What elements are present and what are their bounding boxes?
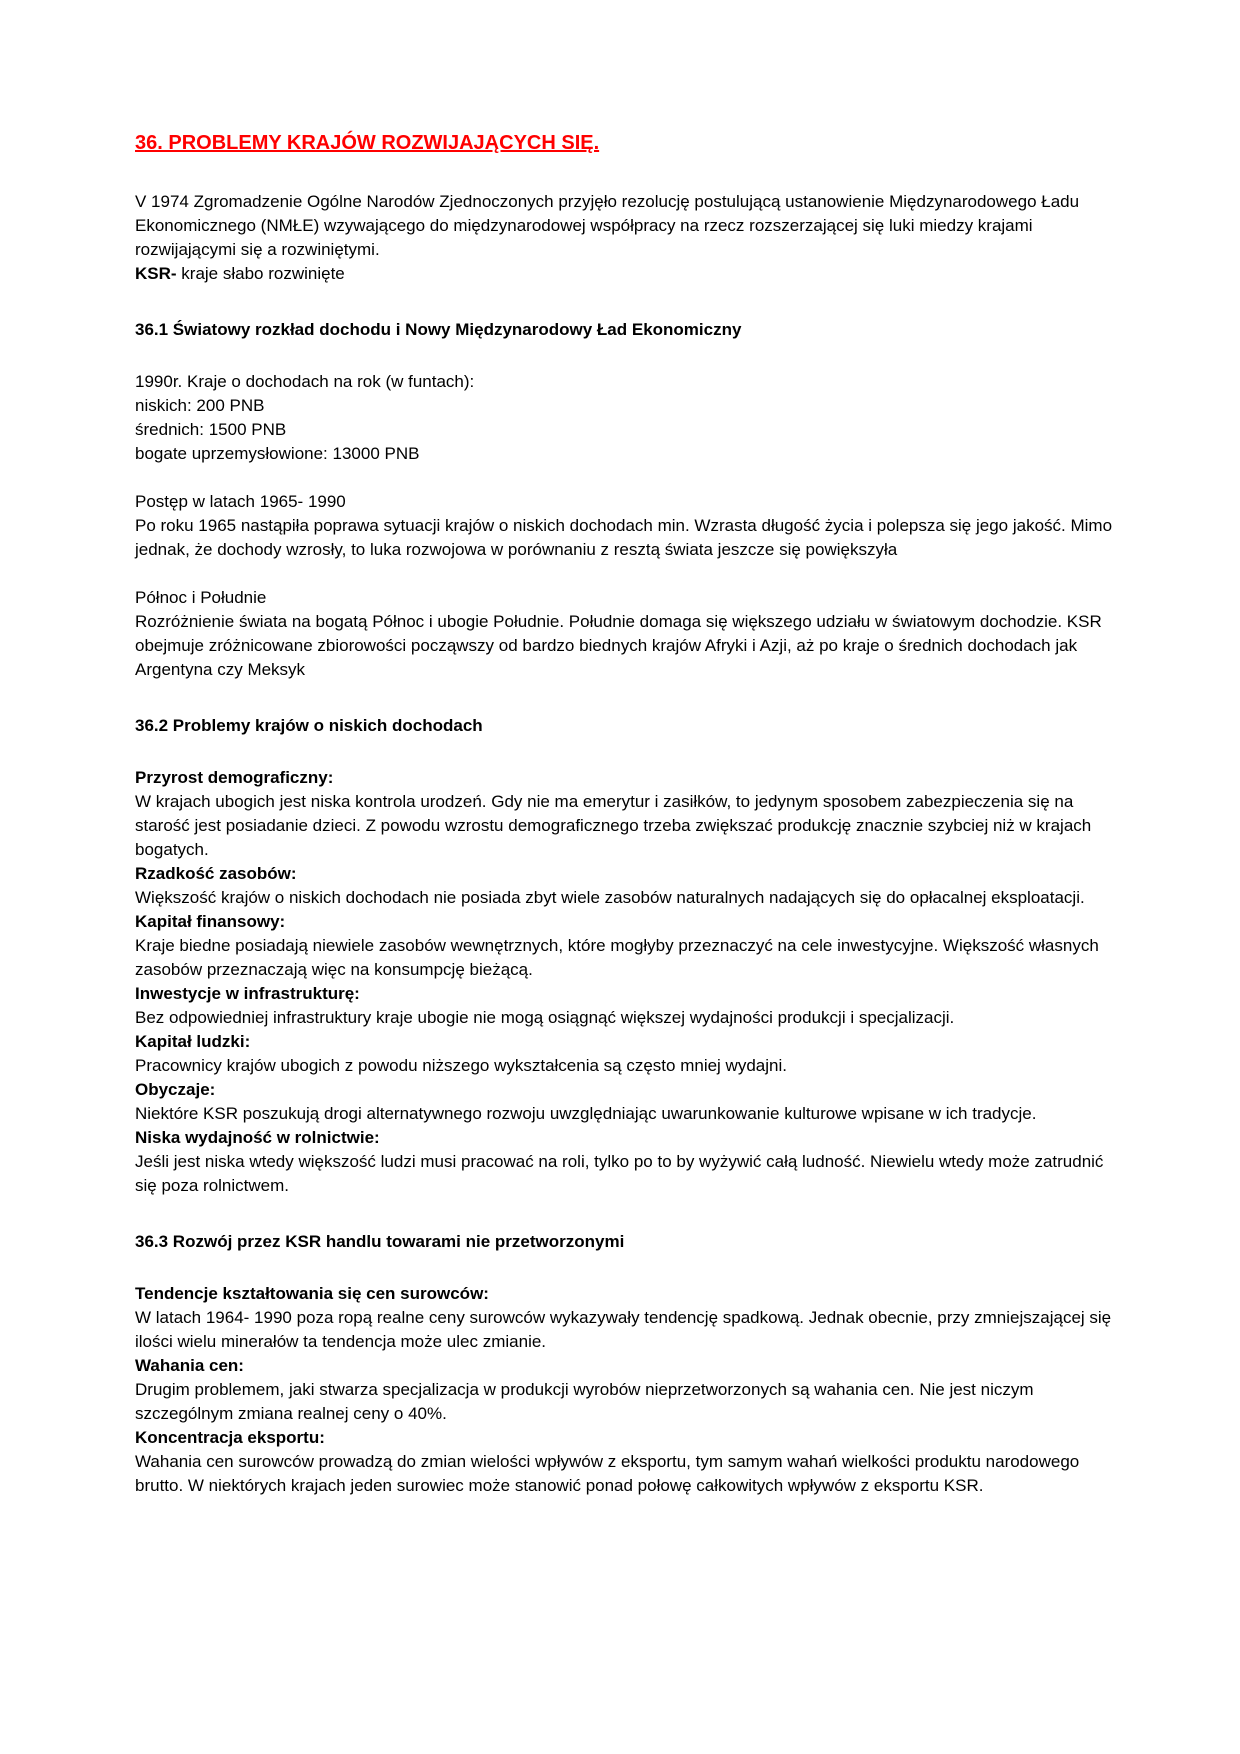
income-header: 1990r. Kraje o dochodach na rok (w funtach): xyxy=(135,372,475,391)
definition-text: W latach 1964- 1990 poza ropą realne ceny surowców wykazywały tendencję spadkową. Jednak obecnie, przy zmniejszającej się ilości wielu minerałów ta tendencja może ulec zmianie. xyxy=(135,1308,1112,1351)
definition-label: Kapitał ludzki: xyxy=(135,1032,251,1051)
ksr-definition: kraje słabo rozwinięte xyxy=(176,264,345,283)
intro-paragraph xyxy=(135,190,1118,286)
progress-title: Postęp w latach 1965- 1990 xyxy=(135,492,346,511)
definition-label: Koncentracja eksportu: xyxy=(135,1428,325,1447)
section-heading-36-3: 36.3 Rozwój przez KSR handlu towarami nie przetworzonymi xyxy=(135,1232,625,1251)
progress-paragraph xyxy=(135,490,1118,562)
definition-text: Pracownicy krajów ubogich z powodu niższego wykształcenia są często mniej wydajni. xyxy=(135,1056,787,1075)
definition-label: Wahania cen: xyxy=(135,1356,244,1375)
section-36-2-definitions xyxy=(135,766,1118,1198)
north-south-text: Rozróżnienie świata na bogatą Północ i ubogie Południe. Południe domaga się większego udziału w światowym dochodzie. KSR obejmuje zróżnicowane zbiorowości począwszy od bardzo biednych krajów Afryki i Azji, aż po kraje o średnich dochodach jak Argentyna czy Meksyk xyxy=(135,612,1102,679)
section-36-3-definitions xyxy=(135,1282,1118,1498)
north-south-paragraph xyxy=(135,586,1118,682)
definition-label: Inwestycje w infrastrukturę: xyxy=(135,984,360,1003)
definition-text: Bez odpowiedniej infrastruktury kraje ubogie nie mogą osiągnąć większej wydajności produkcji i specjalizacji. xyxy=(135,1008,955,1027)
definition-label: Obyczaje: xyxy=(135,1080,216,1099)
definition-text: Wahania cen surowców prowadzą do zmian wielości wpływów z eksportu, tym samym wahań wielkości produktu narodowego brutto. W niektórych krajach jeden surowiec może stanowić ponad połowę całkowitych wpływów z eksportu KSR. xyxy=(135,1452,1080,1495)
ksr-abbreviation-label: KSR- xyxy=(135,264,177,283)
progress-text: Po roku 1965 nastąpiła poprawa sytuacji krajów o niskich dochodach min. Wzrasta długość życia i polepsza się jego jakość. Mimo jednak, że dochody wzrosły, to luka rozwojowa w porównaniu z resztą świata jeszcze się powiększyła xyxy=(135,516,1113,559)
section-heading-36-1: 36.1 Światowy rozkład dochodu i Nowy Międzynarodowy Ład Ekonomiczny xyxy=(135,320,742,339)
definition-text: Większość krajów o niskich dochodach nie posiada zbyt wiele zasobów naturalnych nadających się do opłacalnej eksploatacji. xyxy=(135,888,1085,907)
definition-label: Rzadkość zasobów: xyxy=(135,864,297,883)
income-line-mid: średnich: 1500 PNB xyxy=(135,420,287,439)
income-line-low: niskich: 200 PNB xyxy=(135,396,265,415)
definition-label: Kapitał finansowy: xyxy=(135,912,286,931)
definition-label: Przyrost demograficzny: xyxy=(135,768,334,787)
definition-label: Niska wydajność w rolnictwie: xyxy=(135,1128,380,1147)
document-title: 36. PROBLEMY KRAJÓW ROZWIJAJĄCYCH SIĘ. xyxy=(135,132,600,154)
section-heading-36-2: 36.2 Problemy krajów o niskich dochodach xyxy=(135,716,483,735)
intro-text: V 1974 Zgromadzenie Ogólne Narodów Zjednoczonych przyjęło rezolucję postulującą ustanowienie Międzynarodowego Ładu Ekonomicznego (NMŁE) wzywającego do międzynarodowej współpracy na rzecz rozszerzającej się luki miedzy krajami rozwijającymi się a rozwiniętymi. xyxy=(135,192,1080,259)
definition-text: W krajach ubogich jest niska kontrola urodzeń. Gdy nie ma emerytur i zasiłków, to jedynym sposobem zabezpieczenia się na starość jest posiadanie dzieci. Z powodu wzrostu demograficznego trzeba zwiększać produkcję znacznie szybciej niż w krajach bogatych. xyxy=(135,792,1092,859)
income-paragraph xyxy=(135,370,1118,466)
definition-text: Kraje biedne posiadają niewiele zasobów wewnętrznych, które mogłyby przeznaczyć na cele inwestycyjne. Większość własnych zasobów przeznaczają więc na konsumpcję bieżącą. xyxy=(135,936,1099,979)
definition-label: Tendencje kształtowania się cen surowców: xyxy=(135,1284,489,1303)
income-line-high: bogate uprzemysłowione: 13000 PNB xyxy=(135,444,420,463)
north-south-title: Północ i Południe xyxy=(135,588,267,607)
definition-text: Drugim problemem, jaki stwarza specjalizacja w produkcji wyrobów nieprzetworzonych są wahania cen. Nie jest niczym szczególnym zmiana realnej ceny o 40%. xyxy=(135,1380,1034,1423)
definition-text: Jeśli jest niska wtedy większość ludzi musi pracować na roli, tylko po to by wyżywić całą ludność. Niewielu wtedy może zatrudnić się poza rolnictwem. xyxy=(135,1152,1104,1195)
definition-text: Niektóre KSR poszukują drogi alternatywnego rozwoju uwzględniając uwarunkowanie kulturowe wpisane w ich tradycje. xyxy=(135,1104,1037,1123)
